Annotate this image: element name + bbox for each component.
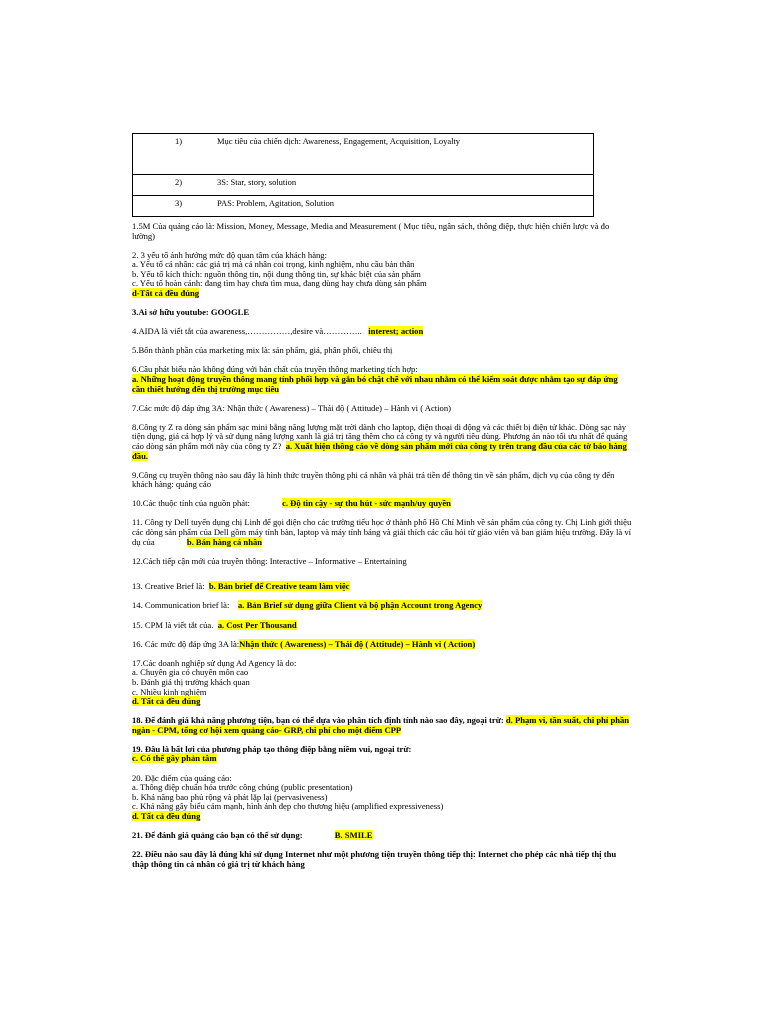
answer-highlight: interest; action <box>368 326 424 337</box>
question-text: 21. Để đánh giá quảng cáo bạn có thể sử dụng: <box>132 830 303 841</box>
row-text: PAS: Problem, Agitation, Solution <box>217 198 335 208</box>
question-text: 10.Các thuộc tính của nguồn phát: <box>132 498 250 509</box>
answer-highlight: c. Độ tin cậy - sự thu hút - sức mạnh/uy quyền <box>282 498 451 509</box>
answer-highlight: b. Bán hàng cá nhân <box>186 536 263 547</box>
question-title: 20. Đặc điểm của quảng cáo: <box>132 772 232 783</box>
question-6 <box>132 365 632 394</box>
option-b: b. Yếu tố kích thích: nguồn thông tin, nội dung thông tin, sự khác biệt của sản phẩm <box>132 268 421 279</box>
question-19 <box>132 745 632 764</box>
option-b: b. Khả năng bao phủ rộng và phát lặp lại (pervasiveness) <box>132 791 328 802</box>
question-20 <box>132 774 632 822</box>
option-c: c. Nhiều kinh nghiệm <box>132 686 207 697</box>
question-11 <box>132 518 632 547</box>
question-2 <box>132 251 632 299</box>
option-c: c. Yếu tố hoàn cảnh: đang tìm hay chưa tìm mua, đang dùng hay chưa dùng sản phẩm <box>132 278 427 289</box>
question-title: 2. 3 yếu tố ảnh hưởng mức độ quan tâm của khách hàng: <box>132 249 327 260</box>
question-5 <box>132 346 632 356</box>
row-number: 2) <box>175 177 183 187</box>
question-18 <box>132 716 632 735</box>
row-text: 3S: Star, story, solution <box>217 177 297 187</box>
summary-table <box>132 133 594 217</box>
question-4 <box>132 327 632 337</box>
row-number: 3) <box>175 198 183 208</box>
question-title: 19. Đâu là bất lợi của phương pháp tạo thông điệp bằng niềm vui, ngoại trừ: <box>132 743 412 754</box>
option-c: c. Khả năng gây biểu cảm mạnh, hình ảnh đẹp cho thương hiệu (amplified expressiveness) <box>132 801 444 812</box>
row-text: Mục tiêu của chiến dịch: Awareness, Engagement, Acquisition, Loyalty <box>217 136 461 146</box>
question-text: 1.5M Của quảng cáo là: Mission, Money, Message, Media and Measurement ( Mục tiêu, ngân sách, thông điệp, thực hiện chiến lược và đo lường) <box>132 221 610 241</box>
question-text: 16. Các mức độ đáp ứng 3A là: <box>132 638 240 649</box>
table-row <box>133 175 594 196</box>
question-text: 7.Các mức độ đáp ứng 3A: Nhận thức ( Awareness) – Thái độ ( Attitude) – Hành vi ( Action) <box>132 402 451 413</box>
answer-highlight: a. Bản Brief sử dụng giữa Client và bộ phận Account trong Agency <box>237 600 483 611</box>
question-8 <box>132 423 632 461</box>
answer-highlight: d. Phạm vi, tần suất, chi phí phần ngàn - CPM, tổng cơ hội xem quảng cáo- GRP, chi phí cho một điểm CPP <box>132 715 630 735</box>
option-a: a. Yếu tố cá nhân: các giá trị mà cá nhân coi trọng, kinh nghiệm, nhu cầu bản thân <box>132 259 415 270</box>
table-cell <box>133 175 594 196</box>
question-text: 22. Điều nào sau đây là đúng khi sử dụng Internet như một phương tiện truyền thông tiếp thị: Internet cho phép các nhà tiếp thị thu thập thông tin cá nhân có giá trị từ khách hàng <box>132 849 617 869</box>
table-row <box>133 134 594 175</box>
question-16 <box>132 640 632 650</box>
answer-highlight: a. Xuất hiện thông cáo về dòng sản phẩm mới của công ty trên trang đầu của các tờ báo hàng đầu. <box>132 441 627 461</box>
question-15 <box>132 621 632 631</box>
question-10 <box>132 499 632 509</box>
question-text: 3.Ai sở hữu youtube: GOOGLE <box>132 307 250 318</box>
answer-highlight: a. Những hoạt động truyền thông mang tính phối hợp và gắn bó chặt chẽ với nhau nhằm có thể kiểm soát được nhằm tạo sự đáp ứng cần thiết hướng đến thị trường mục tiêu <box>132 374 618 394</box>
question-text: 5.Bốn thành phần của marketing mix là: sản phẩm, giá, phân phối, chiêu thị <box>132 345 393 356</box>
option-a: a. Chuyên gia có chuyên môn cao <box>132 667 249 678</box>
question-text: 8.Công ty Z ra dòng sản phẩm sạc mini bằng năng lượng mặt trời dành cho laptop, điện thoại di động và các thiết bị điện tử khác. Dòng sạc này tiện dụng, giá cả hợp lý và sử dụng năng lượng xanh là giá trị tăng thêm cho cả công ty và người tiêu dùng. Phương án nào tối ưu nhất để quảng cáo dòng sản phẩm mới này của công ty Z? <box>132 421 628 451</box>
option-a: a. Thông điệp chuẩn hóa trước công chúng (public presentation) <box>132 782 353 793</box>
answer-highlight: Nhận thức ( Awareness) – Thái độ ( Attitude) – Hành vi ( Action) <box>239 638 476 649</box>
answer-highlight: b. Bản brief để Creative team làm việc <box>208 581 350 592</box>
question-17 <box>132 659 632 707</box>
table-cell <box>133 196 594 217</box>
answer-highlight: c. Có thể gây phản tâm <box>132 753 217 764</box>
question-text: 12.Cách tiếp cận mới của truyền thông: Interactive – Informative – Entertaining <box>132 555 407 566</box>
question-9 <box>132 471 632 490</box>
question-text: 9.Công cụ truyền thông nào sau đây là hình thức truyền thông phi cá nhân và phải trả tiền để thông tin về sản phẩm, dịch vụ của công ty đến khách hàng: quảng cáo <box>132 469 615 490</box>
question-title: 17.Các doanh nghiệp sử dụng Ad Agency là do: <box>132 657 297 668</box>
question-14 <box>132 601 632 611</box>
question-1 <box>132 222 632 241</box>
question-list <box>132 222 632 879</box>
answer-highlight: d. Tất cả đều đúng <box>132 696 201 707</box>
answer-highlight: B. SMILE <box>334 830 373 841</box>
question-title: 6.Câu phát biểu nào không đúng với bản chất của truyền thông marketing tích hợp: <box>132 364 418 375</box>
option-b: b. Đánh giá thị trường khách quan <box>132 676 250 687</box>
question-text: 13. Creative Brief là: <box>132 581 205 592</box>
question-13 <box>132 582 632 592</box>
row-number: 1) <box>175 136 183 146</box>
question-text: 14. Communication brief là: <box>132 600 230 611</box>
answer-highlight: d-Tất cả đều đúng <box>132 288 200 299</box>
question-22 <box>132 850 632 869</box>
table-row <box>133 196 594 217</box>
question-text: 4.AIDA là viết tắt của awareness,……………,desire và………….. <box>132 326 362 337</box>
answer-highlight: d. Tất cả đều đúng <box>132 810 201 821</box>
question-3 <box>132 308 632 318</box>
question-7 <box>132 404 632 414</box>
question-21 <box>132 831 632 841</box>
question-12 <box>132 557 632 567</box>
answer-highlight: a. Cost Per Thousand <box>217 619 297 630</box>
question-text: 15. CPM là viết tắt của. <box>132 619 214 630</box>
question-text: 18. Để đánh giá khả năng phương tiện, bạn có thể dựa vào phân tích định tính nào sao đây, ngoại trừ: <box>132 715 504 726</box>
question-text: 11. Công ty Dell tuyển dụng chị Linh để gọi điện cho các trường tiểu học ở thành phố Hồ Chí Minh về sản phẩm của công ty. Chị Linh giới thiệu các dòng sản phẩm của Dell gồm máy tính bàn, laptop và máy tính bảng và giải thích các câu hỏi từ giáo viên và ban giám hiệu trường. Đây là ví dụ của <box>132 517 632 547</box>
table-cell <box>133 134 594 175</box>
